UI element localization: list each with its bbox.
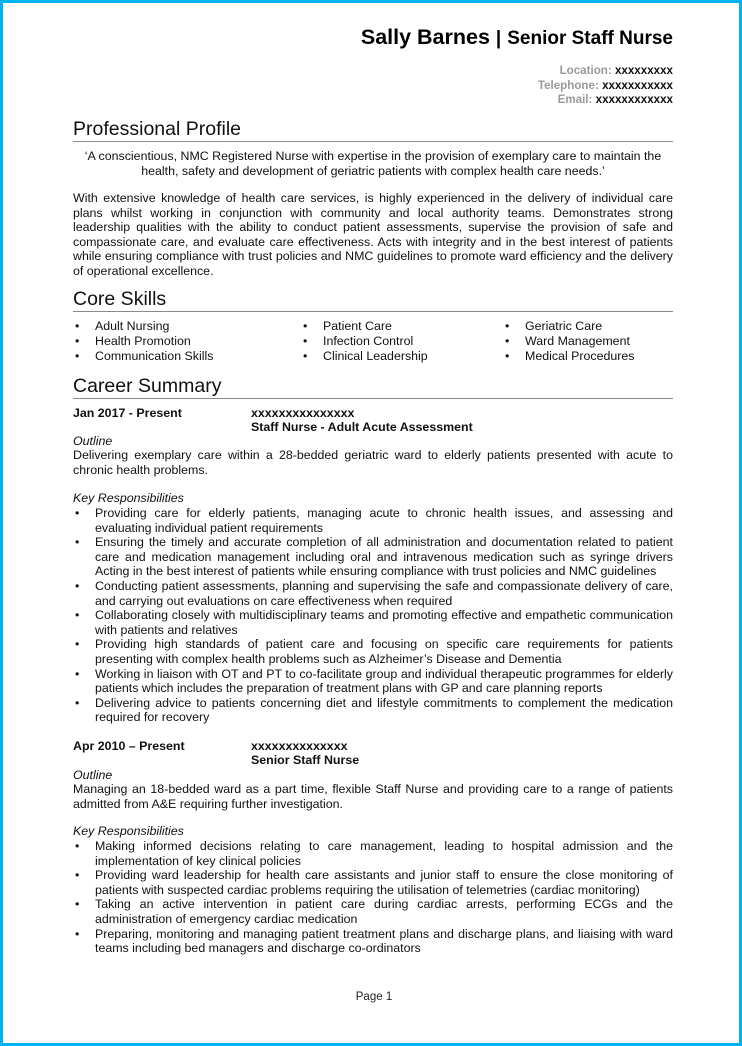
skill-item: • Adult Nursing — [73, 319, 213, 334]
skills-column-3 — [503, 319, 635, 364]
responsibility-item: • Delivering advice to patients concerning diet and lifestyle commitments to complement the medication required for recovery — [73, 696, 673, 725]
job-2-outline-label: Outline — [73, 768, 113, 782]
skill-item: • Medical Procedures — [503, 349, 635, 364]
skill-item: • Clinical Leadership — [301, 349, 428, 364]
responsibility-item: • Ensuring the timely and accurate completion of all administration and documentation related to patient care and medication management including oral and intravenous medication such as syringe drivers Acting in the best interest of patients while ensuring compliance with trust policies and NMC guidelines — [73, 535, 673, 579]
skills-column-2 — [301, 319, 428, 364]
job-2-outline: Managing an 18-bedded ward as a part time, flexible Staff Nurse and providing care to a range of patients admitted from A&E requiring further investigation. — [73, 782, 673, 811]
responsibility-item: • Providing high standards of patient care and focusing on specific care requirements for patients presenting with complex health problems such as Alzheimer’s Disease and Dementia — [73, 637, 673, 666]
skill-item: • Health Promotion — [73, 334, 213, 349]
job-1-responsibilities-label: Key Responsibilities — [73, 491, 184, 505]
skill-item: • Ward Management — [503, 334, 635, 349]
skill-item: • Geriatric Care — [503, 319, 635, 334]
contact-email: Email: xxxxxxxxxxxx — [557, 93, 673, 107]
profile-paragraph: With extensive knowledge of health care services, is highly experienced in the delivery of individual care plans whilst working in conjunction with community and local authority teams. Demonstrates strong leadership qualities with the ability to conduct patient assessments, supervise the provision of safe and compassionate care, and evaluate care effectiveness. Acts with integrity and in the best interest of patients while ensuring compliance with trust policies and NMC guidelines to promote ward efficiency and the delivery of operational excellence. — [73, 191, 673, 278]
responsibility-item: • Making informed decisions relating to care management, leading to hospital admission and the implementation of key clinical policies — [73, 839, 673, 868]
responsibility-item: • Collaborating closely with multidisciplinary teams and promoting effective and empathetic communication with patients and relatives — [73, 608, 673, 637]
section-heading-profile: Professional Profile — [73, 118, 673, 142]
job-2-dates: Apr 2010 – Present — [73, 739, 185, 753]
job-1-role: Staff Nurse - Adult Acute Assessment — [251, 420, 473, 434]
job-2-responsibilities-label: Key Responsibilities — [73, 824, 184, 838]
job-2-employer: xxxxxxxxxxxxxx — [251, 739, 348, 753]
responsibility-item: • Conducting patient assessments, planning and supervising the safe and compassionate delivery of care, and carrying out evaluations on care effectiveness when required — [73, 579, 673, 608]
skill-item: • Communication Skills — [73, 349, 213, 364]
name-title-heading — [360, 25, 673, 49]
responsibility-item: • Working in liaison with OT and PT to co-facilitate group and individual therapeutic programmes for elderly patients which includes the preparation of treatment plans with GP and care planning reports — [73, 667, 673, 696]
contact-location: Location: xxxxxxxxx — [559, 64, 673, 77]
contact-block — [538, 64, 673, 108]
job-1-employer: xxxxxxxxxxxxxxx — [251, 406, 355, 420]
name-separator: | — [495, 28, 502, 49]
job-1-outline-label: Outline — [73, 434, 113, 448]
skill-item: • Infection Control — [301, 334, 428, 349]
candidate-name: Sally Barnes — [360, 25, 490, 49]
job-title: Senior Staff Nurse — [507, 28, 673, 49]
section-heading-career: Career Summary — [73, 375, 673, 399]
job-1-dates: Jan 2017 - Present — [73, 406, 182, 420]
skill-item: • Patient Care — [301, 319, 428, 334]
skills-column-1 — [73, 319, 213, 364]
profile-quote: ‘A conscientious, NMC Registered Nurse with expertise in the provision of exemplary care to maintain the health, safety and development of geriatric patients with complex health care needs.’ — [84, 149, 662, 178]
job-2-role: Senior Staff Nurse — [251, 753, 360, 767]
section-heading-skills: Core Skills — [73, 288, 673, 312]
responsibility-item: • Preparing, monitoring and managing patient treatment plans and discharge plans, and liaising with ward teams including bed managers and discharge co-ordinators — [73, 927, 673, 956]
page-number: Page 1 — [355, 991, 393, 1003]
job-1-outline: Delivering exemplary care within a 28-bedded geriatric ward to elderly patients presented with acute to chronic health problems. — [73, 448, 673, 477]
job-1-responsibilities — [73, 506, 673, 725]
responsibility-item: • Providing ward leadership for health care assistants and junior staff to ensure the close monitoring of patients with suspected cardiac problems requiring the utilisation of telemetries (cardiac monitoring) — [73, 868, 673, 897]
job-2-responsibilities — [73, 839, 673, 956]
contact-telephone: Telephone: xxxxxxxxxxx — [537, 78, 673, 92]
responsibility-item: • Providing care for elderly patients, managing acute to chronic health issues, and assessing and evaluating individual patient requirements — [73, 506, 673, 535]
responsibility-item: • Taking an active intervention in patient care during cardiac arrests, performing ECGs and the administration of emergency cardiac medication — [73, 897, 673, 926]
